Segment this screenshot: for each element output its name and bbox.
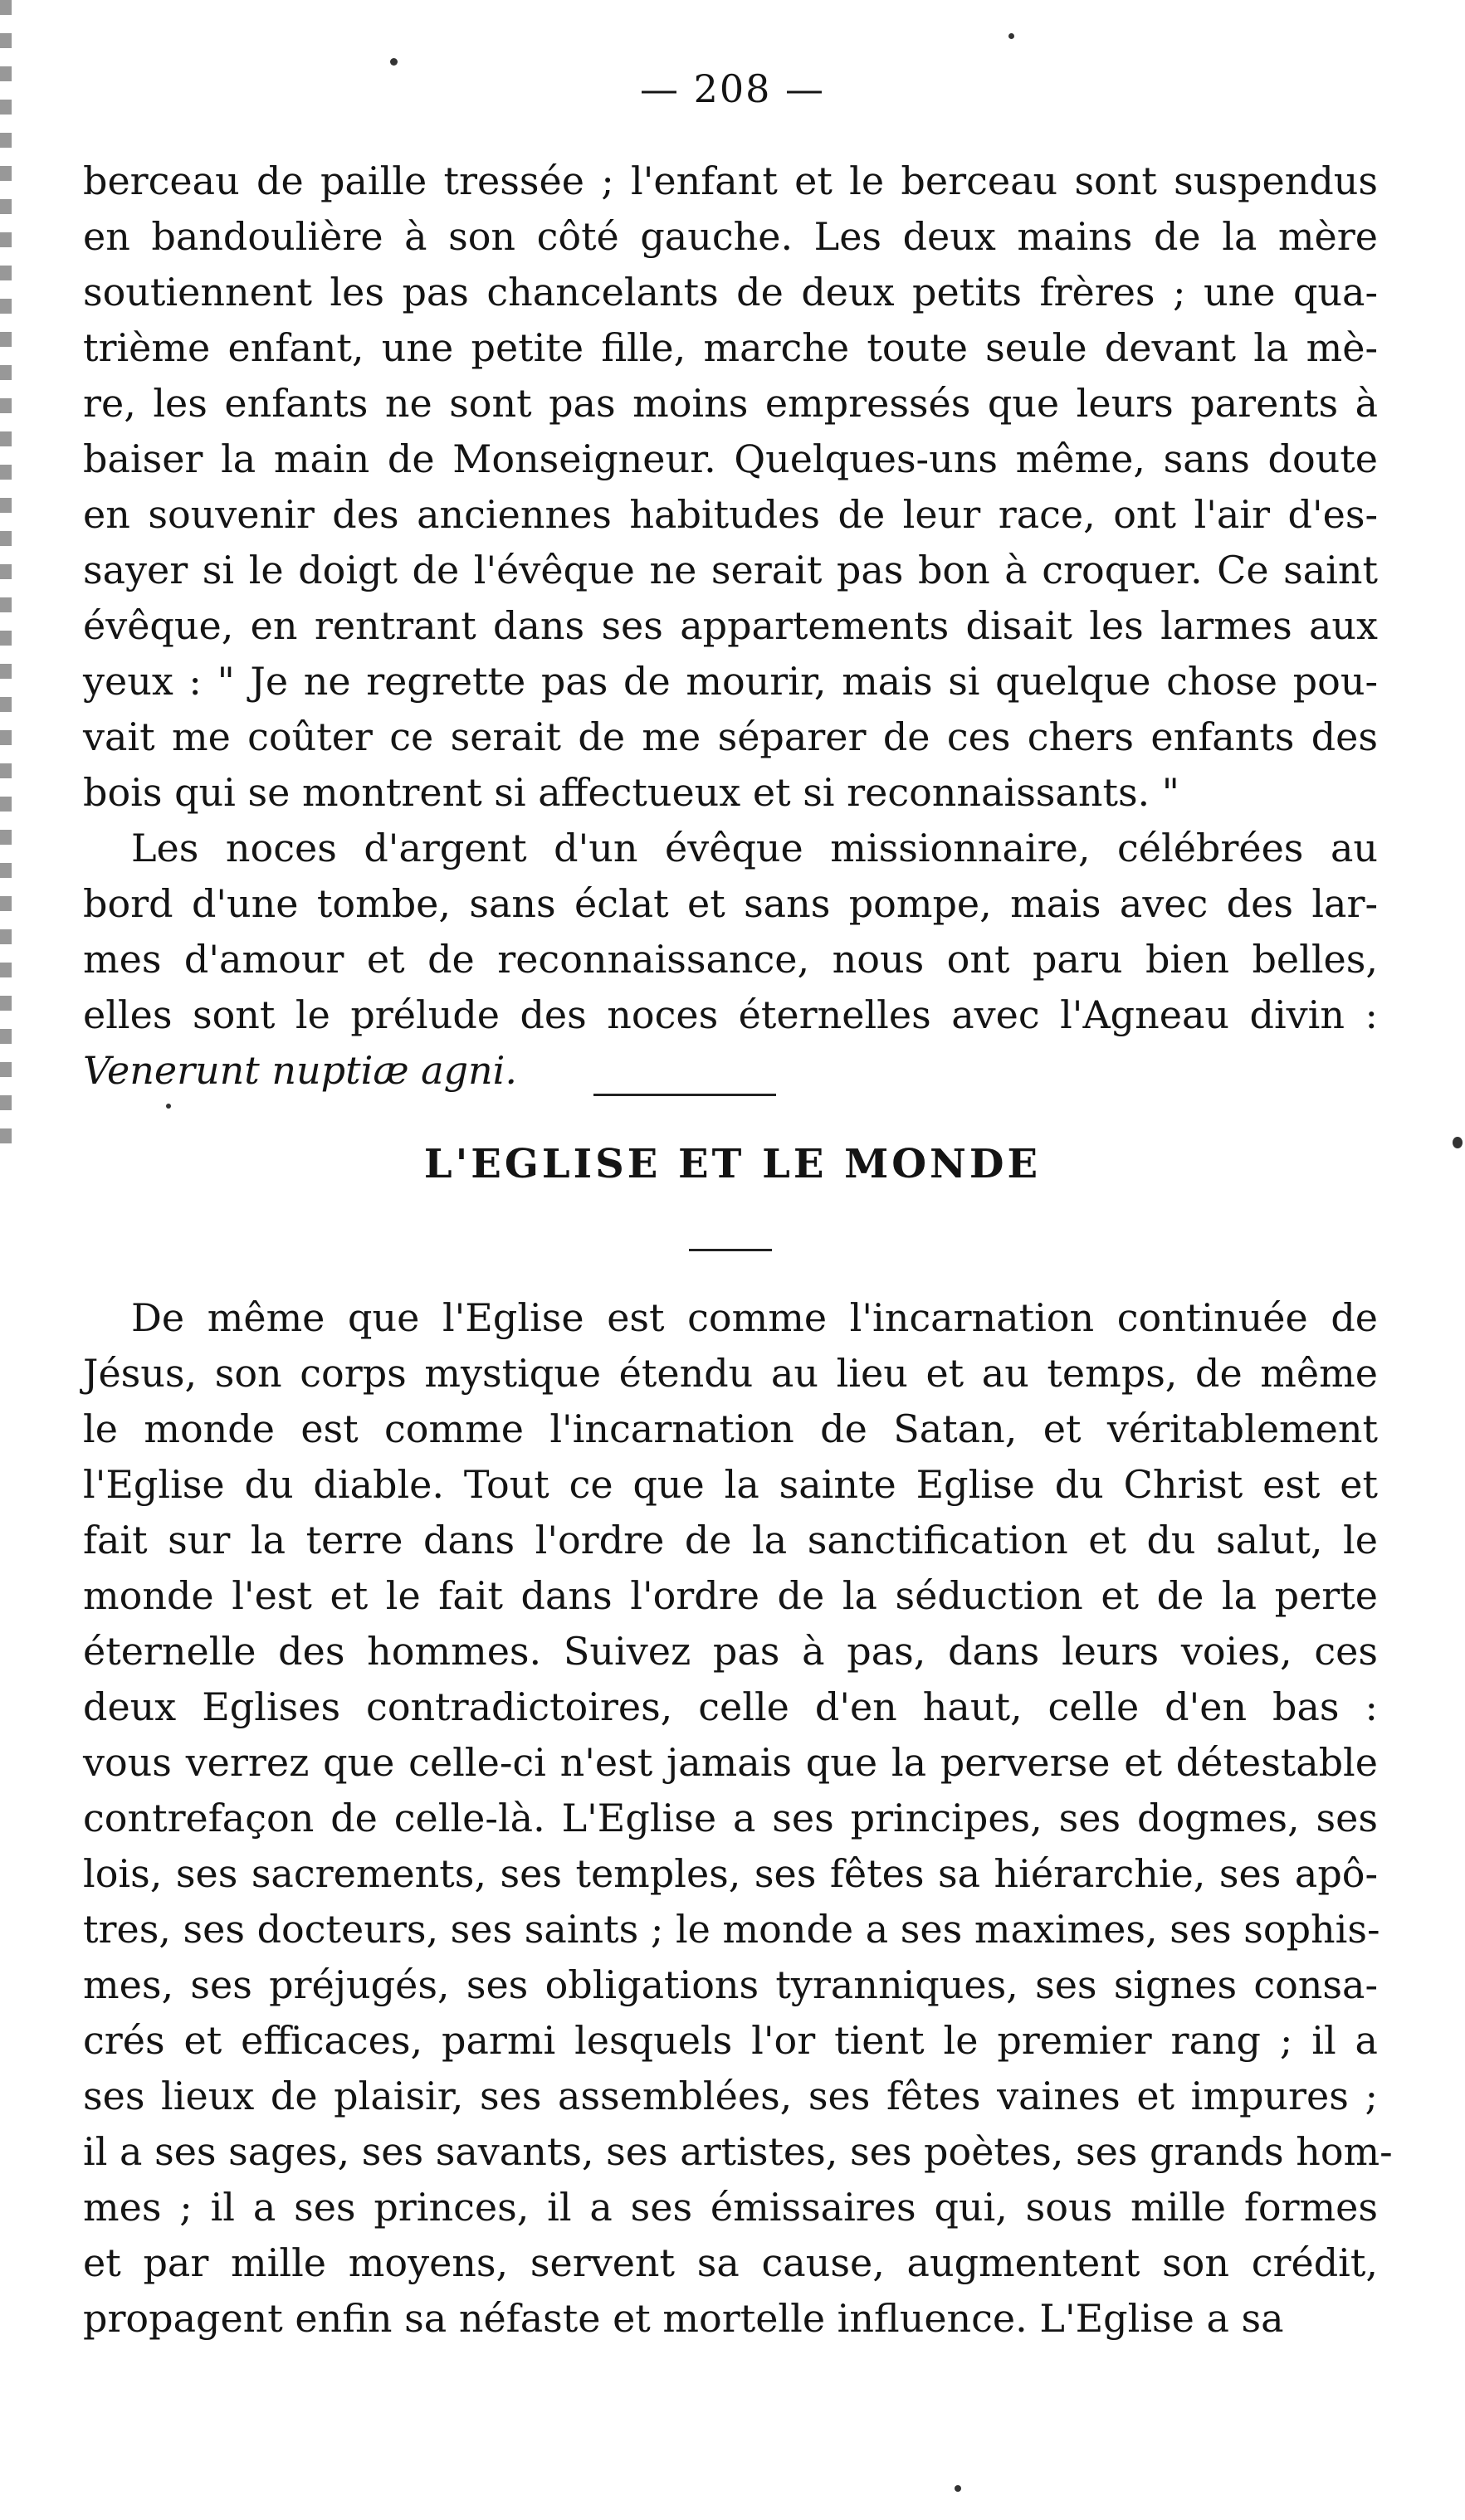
text-line: éternelle des hommes. Suivez pas à pas, dans leurs voies, ces (83, 1629, 1378, 1674)
text-line: De même que l'Eglise est comme l'incarnation continuée de (131, 1295, 1378, 1340)
latin-quote-line: Venerunt nuptiæ agni. (83, 1048, 518, 1093)
text-line: tres, ses docteurs, ses saints ; le monde a ses maximes, ses sophis- (83, 1907, 1380, 1952)
paragraph-noces (83, 821, 1378, 1099)
heading-underline-rule (689, 1249, 772, 1251)
text-line: l'Eglise du diable. Tout ce que la sainte Eglise du Christ est et (83, 1462, 1378, 1507)
text-line: monde l'est et le fait dans l'ordre de la séduction et de la perte (83, 1573, 1378, 1618)
text-line: fait sur la terre dans l'ordre de la sanctification et du salut, le (83, 1518, 1378, 1562)
text-line: Jésus, son corps mystique étendu au lieu et au temps, de même (83, 1351, 1378, 1396)
paragraph-continuation (83, 154, 1378, 821)
scan-speck (1008, 33, 1014, 39)
text-line: elles sont le prélude des noces éternelles avec l'Agneau divin : (83, 992, 1378, 1037)
text-line: berceau de paille tressée ; l'enfant et le berceau sont suspendus (83, 158, 1378, 203)
text-line: baiser la main de Monseigneur. Quelques-uns même, sans doute (83, 436, 1378, 481)
text-line: évêque, en rentrant dans ses appartements disait les larmes aux (83, 603, 1378, 648)
section-rule (593, 1094, 776, 1096)
text-line: propagent enfin sa néfaste et mortelle influence. L'Eglise a sa (83, 2296, 1284, 2341)
scan-speck (166, 1104, 171, 1109)
page-number: — 208 — (639, 66, 826, 111)
text-line: en souvenir des anciennes habitudes de leur race, ont l'air d'es- (83, 492, 1378, 537)
text-line: re, les enfants ne sont pas moins empressés que leurs parents à (83, 381, 1378, 426)
paragraph-eglise-monde (83, 1290, 1393, 2347)
text-line: deux Eglises contradictoires, celle d'en haut, celle d'en bas : (83, 1684, 1378, 1729)
text-line: en bandoulière à son côté gauche. Les deux mains de la mère (83, 214, 1378, 259)
text-line: soutiennent les pas chancelants de deux petits frères ; une qua- (83, 270, 1378, 314)
text-line: bord d'une tombe, sans éclat et sans pompe, mais avec des lar- (83, 881, 1378, 926)
scan-speck (1453, 1137, 1463, 1148)
scan-speck (955, 2485, 961, 2492)
text-line: le monde est comme l'incarnation de Satan, et véritablement (83, 1406, 1378, 1451)
text-line: contrefaçon de celle-là. L'Eglise a ses principes, ses dogmes, ses (83, 1796, 1378, 1840)
page-edge-shadow (0, 0, 12, 1162)
text-line: mes d'amour et de reconnaissance, nous ont paru bien belles, (83, 937, 1378, 982)
text-line: et par mille moyens, servent sa cause, augmentent son crédit, (83, 2240, 1378, 2285)
text-line: ses lieux de plaisir, ses assemblées, ses fêtes vaines et impures ; (83, 2074, 1378, 2118)
text-line: Les noces d'argent d'un évêque missionnaire, célébrées au (131, 826, 1378, 870)
text-line: vous verrez que celle-ci n'est jamais que la perverse et détestable (83, 1740, 1378, 1785)
text-line: crés et efficaces, parmi lesquels l'or tient le premier rang ; il a (83, 2018, 1378, 2063)
text-line: trième enfant, une petite fille, marche toute seule devant la mè- (83, 325, 1378, 370)
text-line: yeux : " Je ne regrette pas de mourir, mais si quelque chose pou- (83, 659, 1378, 704)
text-line: vait me coûter ce serait de me séparer de ces chers enfants des (83, 714, 1378, 759)
text-line: sayer si le doigt de l'évêque ne serait pas bon à croquer. Ce saint (83, 548, 1378, 592)
scan-speck (390, 58, 398, 66)
text-line: lois, ses sacrements, ses temples, ses fêtes sa hiérarchie, ses apô- (83, 1851, 1378, 1896)
text-line: bois qui se montrent si affectueux et si reconnaissants. " (83, 770, 1179, 815)
text-line: mes, ses préjugés, ses obligations tyranniques, ses signes consa- (83, 1962, 1378, 2007)
text-line: mes ; il a ses princes, il a ses émissaires qui, sous mille formes (83, 2185, 1378, 2230)
text-line: il a ses sages, ses savants, ses artistes, ses poètes, ses grands hom- (83, 2129, 1393, 2174)
section-heading: L'EGLISE ET LE MONDE (423, 1141, 1042, 1187)
